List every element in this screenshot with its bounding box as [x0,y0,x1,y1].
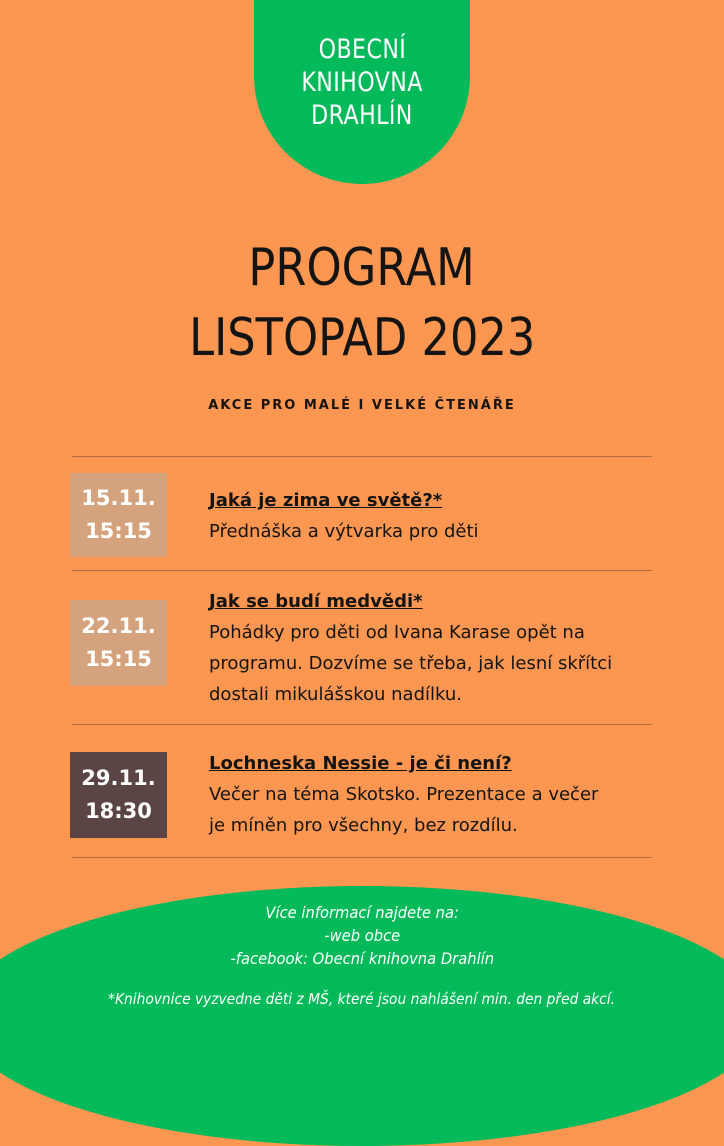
footnote: *Knihovnice vyzvedne děti z MŠ, které jsou nahlášení min. den před akcí. [108,990,616,1008]
library-name-badge [254,0,470,184]
event-description-line: Přednáška a výtvarka pro děti [209,521,479,542]
subtitle: AKCE PRO MALÉ I VELKÉ ČTENÁŘE [208,398,516,413]
event-time: 15:15 [85,519,152,543]
event-date-box [70,752,167,838]
event-description-line: Pohádky pro děti od Ivana Karase opět na [209,622,585,643]
event-date-box [70,600,167,686]
event-item [209,749,689,841]
badge-line-2: KNIHOVNA [301,67,423,98]
page-title-line-1: PROGRAM [248,238,476,298]
event-date: 15.11. [81,486,156,510]
info-facebook: -facebook: Obecní knihovna Drahlín [230,949,494,968]
event-description-line: dostali mikulášskou nadílku. [209,684,463,705]
event-item [209,587,689,710]
event-title: Jaká je zima ve světě?* [209,490,443,511]
divider [72,724,652,725]
event-description-line: je míněn pro všechny, bez rozdílu. [209,815,518,836]
event-time: 18:30 [85,799,152,823]
divider [72,456,652,457]
badge-line-1: OBECNÍ [318,34,406,65]
event-date: 22.11. [81,614,156,638]
event-time: 15:15 [85,647,152,671]
divider [72,570,652,571]
event-title: Jak se budí medvědi* [209,591,423,612]
event-description-line: Večer na téma Skotsko. Prezentace a večer [209,784,599,805]
divider [72,857,652,858]
info-heading: Více informací najdete na: [265,903,459,922]
event-item [209,486,689,547]
info-web: -web obce [324,926,400,945]
event-description-line: programu. Dozvíme se třeba, jak lesní skřítci [209,653,613,674]
event-title: Lochneska Nessie - je či není? [209,753,512,774]
event-date: 29.11. [81,766,156,790]
badge-line-3: DRAHLÍN [311,100,413,131]
event-date-box [70,473,167,557]
page-title-line-2: LISTOPAD 2023 [188,308,536,368]
